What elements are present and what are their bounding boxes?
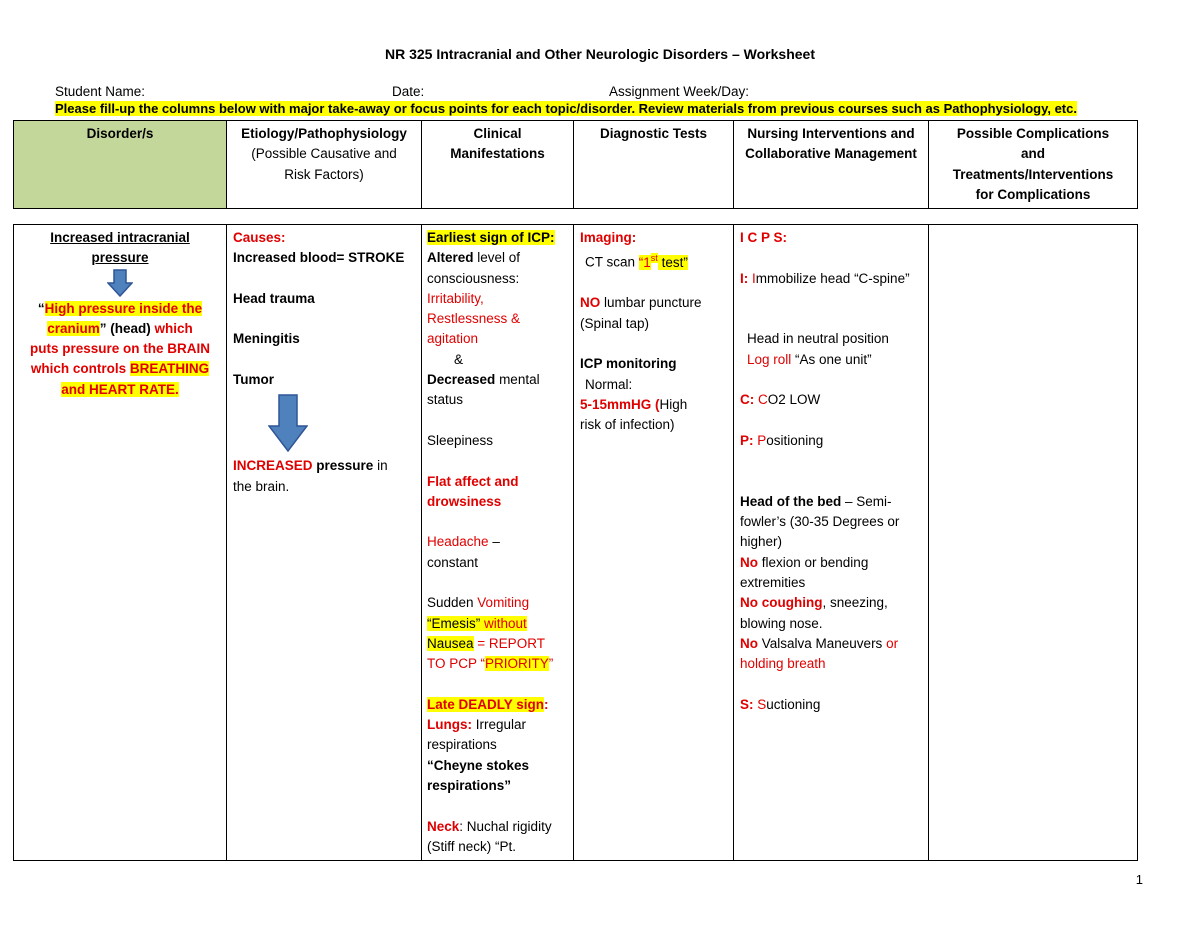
col-header-disorder: Disorder/s (14, 121, 227, 209)
col-header-nursing: Nursing Interventions and Collaborative Management (734, 121, 929, 209)
manifestations-cell: Earliest sign of ICP: Altered level of consciousness: Irritability, Restlessness & agitation & Decreased mental status Sleepiness Flat affect and drowsiness Headache – constant Sudden Vomiting “Emesis” without Nausea = REPORT TO PCP “PRIORITY” Late DEADLY sign: Lungs: Irregular respirations “Cheyne stokes respirations” Neck: Nuchal rigidity (Stiff neck) “Pt. (422, 225, 574, 861)
header-table (13, 120, 1138, 209)
student-name-label: Student Name: (55, 84, 146, 99)
down-arrow-icon (107, 269, 133, 297)
col-header-etiology: Etiology/Pathophysiology (Possible Causative and Risk Factors) (227, 121, 422, 209)
diagnostics-cell: Imaging: CT scan “1st test” NO lumbar puncture (Spinal tap) ICP monitoring Normal: 5-15mmHG (High risk of infection) (574, 225, 734, 861)
etiology-cell: Causes: Increased blood= STROKE Head trauma Meningitis Tumor INCREASED pressure in the brain. (227, 225, 422, 861)
instructions: Please fill-up the columns below with major take-away or focus points for each topic/disorder. Review materials from previous courses such as Pathophysiology, etc. (55, 101, 1077, 116)
page-number: 1 (1135, 872, 1143, 887)
col-header-manifestations: Clinical Manifestations (422, 121, 574, 209)
document-title: NR 325 Intracranial and Other Neurologic Disorders – Worksheet (385, 46, 815, 62)
content-table (13, 224, 1138, 861)
nursing-cell: I C P S: I: Immobilize head “C-spine” Head in neutral position Log roll “As one unit” C: CO2 LOW P: Positioning Head of the bed – Semi- fowler’s (30-35 Degrees or higher) No flexion or bending extremities No coughing, sneezing, blowing nose. No Valsalva Maneuvers or holding breath S: Suctioning (734, 225, 929, 861)
col-header-complications: Possible Complications and Treatments/Interventions for Complications (929, 121, 1138, 209)
date-label: Date: (392, 84, 425, 99)
down-arrow-icon (268, 394, 308, 452)
assignment-label: Assignment Week/Day: (609, 84, 750, 99)
col-header-diagnostics: Diagnostic Tests (574, 121, 734, 209)
complications-cell (929, 225, 1138, 861)
disorder-cell: Increased intracranial pressure “High pressure inside the cranium” (head) which puts pressure on the BRAIN which controls BREATHING and HEART RATE. (14, 225, 227, 861)
